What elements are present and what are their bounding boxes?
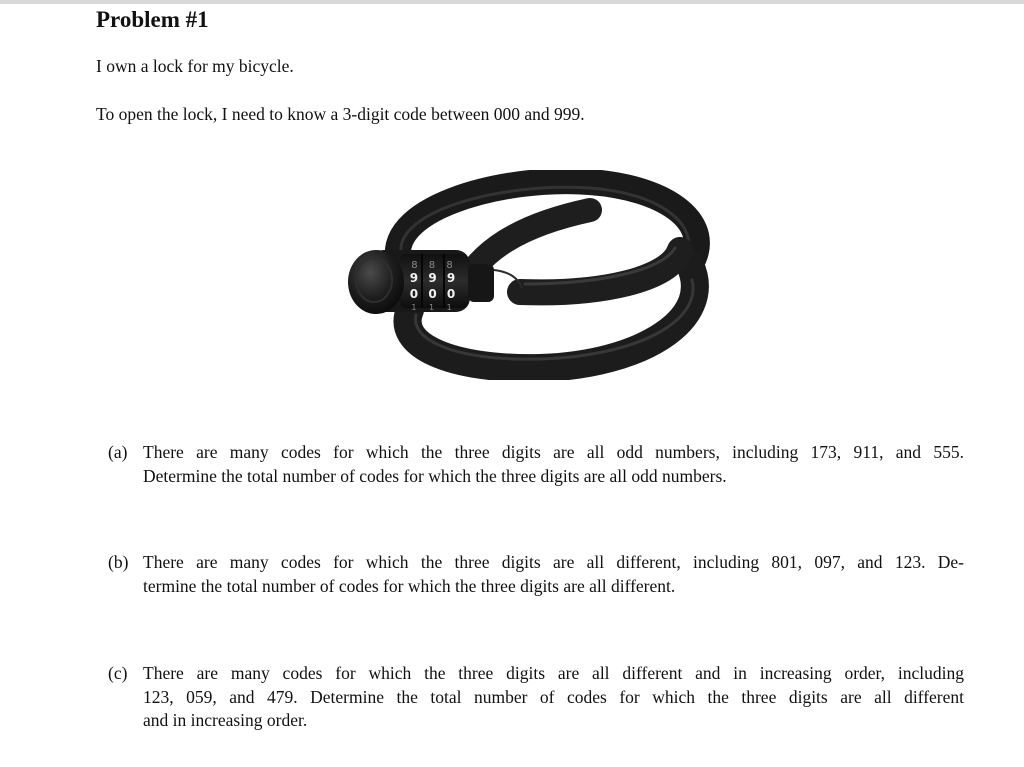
dial-row-0[interactable]: 0 0 0 [409, 287, 459, 301]
part-a-label: (a) [108, 442, 128, 462]
question-part-a [108, 441, 968, 488]
part-c-line: and in increasing order. [143, 710, 308, 730]
part-c-line: There are many codes for which the three digits are all different and in increasing order, including [143, 663, 964, 683]
part-b-line: There are many codes for which the three digits are all different, including 801, 097, and 123. De- [143, 552, 964, 572]
dial-row-top: 8 8 8 [411, 260, 457, 271]
question-part-c [108, 662, 968, 733]
part-a-line: There are many codes for which the three digits are all odd numbers, including 173, 911, and 555. [143, 442, 964, 462]
part-a-line: Determine the total number of codes for which the three digits are all odd numbers. [143, 465, 727, 486]
bicycle-lock-image [340, 170, 720, 380]
intro-text: I own a lock for my bicycle. [96, 56, 294, 76]
part-c-line: 123, 059, and 479. Determine the total number of codes for which the three digits are all different [143, 686, 964, 707]
question-part-b [108, 551, 968, 598]
part-b-line: termine the total number of codes for which the three digits are all different. [143, 575, 676, 596]
bicycle-cable-lock-icon [340, 170, 720, 380]
part-c-label: (c) [108, 663, 128, 683]
cable-front-loop [520, 250, 680, 292]
dial-row-bottom: 1 1 1 [411, 303, 457, 312]
description-text: To open the lock, I need to know a 3-digit code between 000 and 999. [96, 104, 585, 124]
page-top-border [0, 0, 1024, 4]
dial-row-9[interactable]: 9 9 9 [409, 271, 459, 285]
part-b-label: (b) [108, 552, 129, 572]
part-c-text [143, 662, 964, 733]
part-b-text [143, 551, 964, 598]
problem-title: Problem #1 [96, 7, 209, 32]
part-a-text [143, 441, 964, 488]
